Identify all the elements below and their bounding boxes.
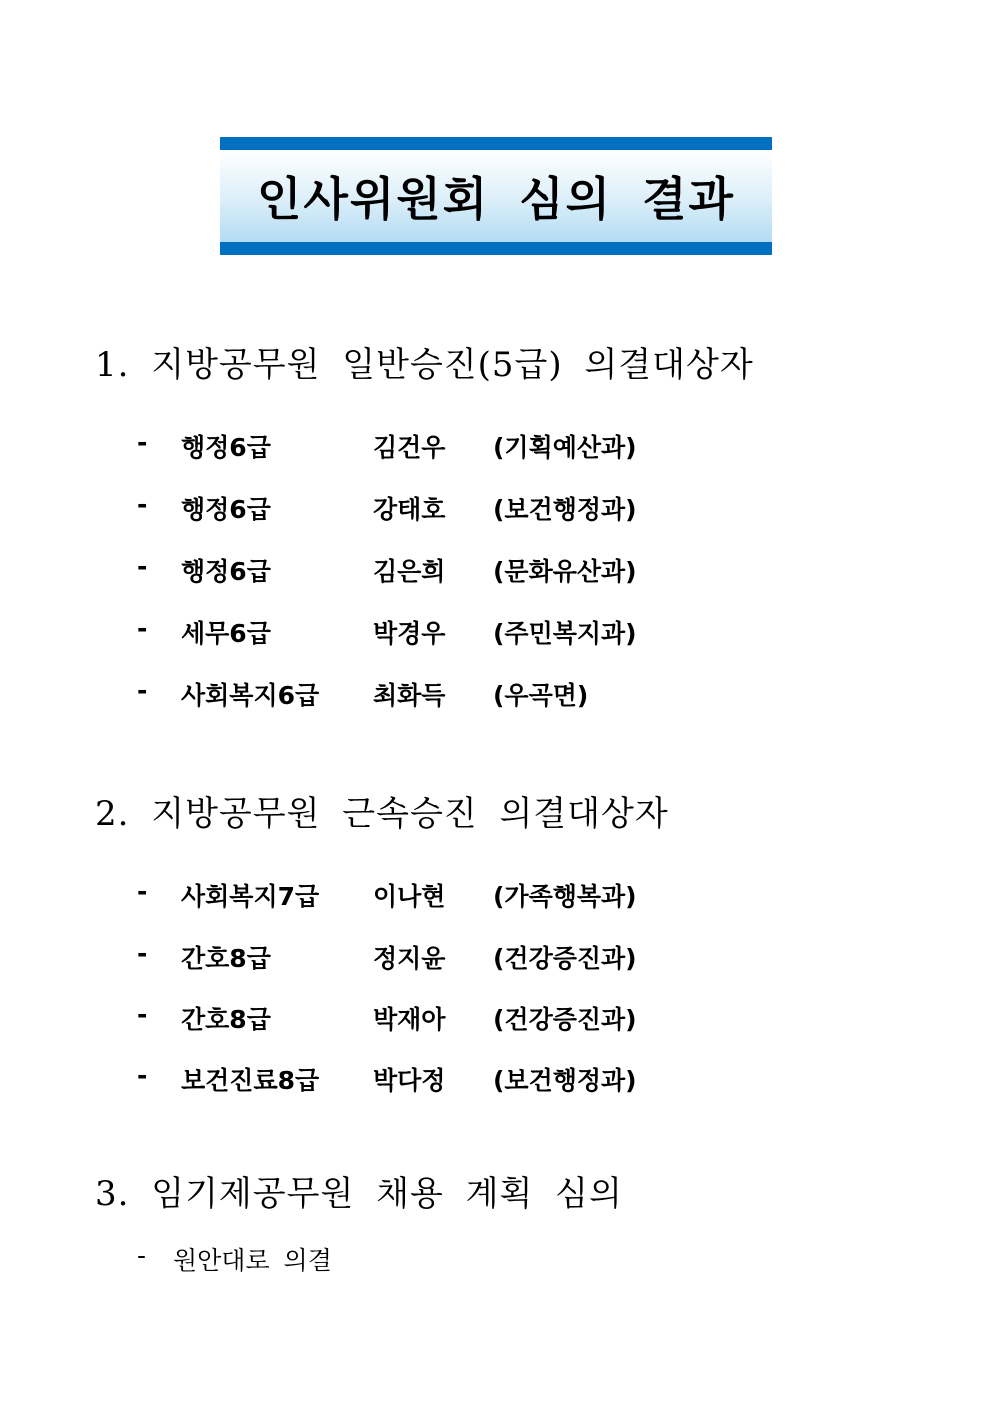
bullet-dash: - <box>137 1061 148 1090</box>
department-label: (보건행정과) <box>493 1066 637 1095</box>
grade-label: 사회복지7급 <box>181 882 320 911</box>
department-label: (건강증진과) <box>493 1005 637 1034</box>
department-label: (기획예산과) <box>493 433 637 462</box>
grade-label: 간호8급 <box>181 1005 271 1034</box>
grade-label: 사회복지6급 <box>181 681 320 710</box>
bullet-dash: - <box>137 428 148 457</box>
person-name: 강태호 <box>373 495 446 524</box>
section-1-heading: 1. 지방공무원 일반승진(5급) 의결대상자 <box>95 345 754 385</box>
bullet-dash: - <box>137 1000 148 1029</box>
department-label: (가족행복과) <box>493 882 637 911</box>
resolution-text: 원안대로 의결 <box>173 1246 332 1275</box>
bullet-dash: - <box>137 490 148 519</box>
section-2-heading: 2. 지방공무원 근속승진 의결대상자 <box>95 794 669 834</box>
bullet-dash: - <box>137 939 148 968</box>
grade-label: 행정6급 <box>181 557 271 586</box>
grade-label: 행정6급 <box>181 495 271 524</box>
bullet-dash: - <box>137 1241 147 1270</box>
grade-label: 간호8급 <box>181 944 271 973</box>
bullet-dash: - <box>137 614 148 643</box>
person-name: 이나현 <box>373 882 446 911</box>
bullet-dash: - <box>137 676 148 705</box>
grade-label: 세무6급 <box>181 619 271 648</box>
section-3-heading: 3. 임기제공무원 채용 계획 심의 <box>95 1174 623 1214</box>
person-name: 박다정 <box>373 1066 446 1095</box>
department-label: (보건행정과) <box>493 495 637 524</box>
bullet-dash: - <box>137 877 148 906</box>
bullet-dash: - <box>137 552 148 581</box>
title-box <box>220 137 772 255</box>
person-name: 박경우 <box>373 619 446 648</box>
person-name: 박재아 <box>373 1005 446 1034</box>
department-label: (문화유산과) <box>493 557 637 586</box>
person-name: 최화득 <box>373 681 446 710</box>
person-name: 김건우 <box>373 433 446 462</box>
person-name: 정지윤 <box>373 944 446 973</box>
department-label: (주민복지과) <box>493 619 637 648</box>
department-label: (우곡면) <box>493 681 589 710</box>
grade-label: 행정6급 <box>181 433 271 462</box>
grade-label: 보건진료8급 <box>181 1066 320 1095</box>
person-name: 김은희 <box>373 557 446 586</box>
document-title: 인사위원회 심의 결과 <box>257 172 735 226</box>
department-label: (건강증진과) <box>493 944 637 973</box>
